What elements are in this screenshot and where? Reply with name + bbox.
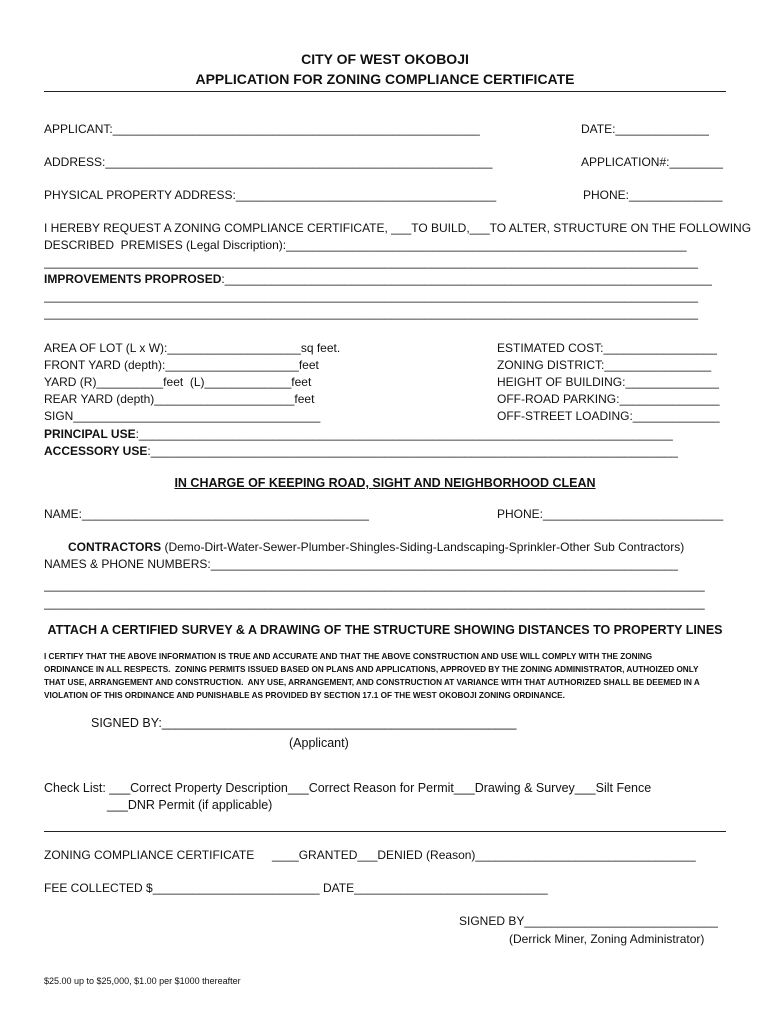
checklist-line-1[interactable]: Check List: ___Correct Property Description___Correct Reason for Permit___Drawing & Survey___Silt Fence	[44, 781, 652, 795]
accessory-use-row[interactable]	[44, 444, 720, 459]
side-yard-field[interactable]: YARD (R)__________feet (L)_____________feet	[44, 375, 312, 389]
lot-area-field[interactable]: AREA OF LOT (L x W):____________________sq feet.	[44, 341, 341, 355]
title-divider	[44, 91, 726, 92]
applicant-caption: (Applicant)	[289, 736, 349, 750]
accessory-use-label: ACCESSORY USE	[44, 444, 148, 458]
cleanliness-heading: IN CHARGE OF KEEPING ROAD, SIGHT AND NEIGHBORHOOD CLEAN	[174, 476, 596, 490]
certification-line-4: VIOLATION OF THIS ORDINANCE AND PUNISHABLE AS PROVIDED BY SECTION 17.1 OF THE WEST OKOBOJI ZONING ORDINANCE.	[44, 691, 565, 700]
contractor-line-3[interactable]: ___________________________________________________________________________________________________	[44, 596, 705, 610]
certification-line-2: ORDINANCE IN ALL RESPECTS. ZONING PERMITS ISSUED BASED ON PLANS AND APPLICATIONS, APPROVED BY THE ZONING ADMINISTRATOR, AUTHOIZED ONLY	[44, 665, 699, 674]
checklist-dnr-permit[interactable]: ___DNR Permit (if applicable)	[107, 798, 273, 812]
fee-schedule-note: $25.00 up to $25,000, $1.00 per $1000 thereafter	[44, 976, 241, 986]
principal-use-label: PRINCIPAL USE	[44, 427, 136, 441]
front-yard-field[interactable]: FRONT YARD (depth):____________________feet	[44, 358, 319, 372]
granted-denied-field[interactable]: ____GRANTED___DENIED (Reason)_________________________________	[272, 848, 696, 862]
improvements-line-3[interactable]: __________________________________________________________________________________________________	[44, 306, 699, 320]
certification-line-3: THAT USE, ARRANGEMENT AND CONSTRUCTION. ANY USE, ARRANGEMENT, AND CONSTRUCTION AT VARIANCE WITH THAT AUTHORIZED SHALL BE DEEMED IN A	[44, 678, 700, 687]
contractors-label: CONTRACTORS	[68, 540, 162, 554]
responsible-phone-field[interactable]: PHONE:___________________________	[497, 507, 724, 521]
improvements-line-2[interactable]: __________________________________________________________________________________________________	[44, 289, 699, 303]
applicant-signature-field[interactable]: SIGNED BY:___________________________________________________	[91, 716, 517, 730]
improvements-row[interactable]	[44, 272, 716, 287]
physical-address-field[interactable]: PHYSICAL PROPERTY ADDRESS:_______________________________________	[44, 188, 497, 202]
office-divider	[44, 831, 726, 832]
sign-field[interactable]: SIGN_____________________________________	[44, 409, 321, 423]
request-statement: I HEREBY REQUEST A ZONING COMPLIANCE CERTIFICATE, ___TO BUILD,___TO ALTER, STRUCTURE ON THE FOLLOWING	[44, 221, 752, 235]
building-height-field[interactable]: HEIGHT OF BUILDING:______________	[497, 375, 719, 389]
fee-collected-field[interactable]: FEE COLLECTED $_________________________	[44, 881, 320, 895]
off-road-parking-field[interactable]: OFF-ROAD PARKING:_______________	[497, 392, 720, 406]
form-title: APPLICATION FOR ZONING COMPLIANCE CERTIFICATE	[195, 71, 575, 87]
legal-description-field[interactable]: DESCRIBED PREMISES (Legal Discription):____________________________________________________________	[44, 238, 687, 252]
administrator-signature-field[interactable]: SIGNED BY_____________________________	[459, 914, 718, 928]
zoning-district-field[interactable]: ZONING DISTRICT:________________	[497, 358, 712, 372]
address-field[interactable]: ADDRESS:__________________________________________________________	[44, 155, 493, 169]
certificate-label: ZONING COMPLIANCE CERTIFICATE	[44, 848, 255, 862]
phone-field[interactable]: PHONE:______________	[583, 188, 723, 202]
principal-use-field[interactable]: :________________________________________________________________________________	[135, 427, 673, 441]
legal-description-line[interactable]: __________________________________________________________________________________________________	[44, 255, 699, 269]
improvements-label: IMPROVEMENTS PROPROSED	[44, 272, 222, 286]
contractor-line-2[interactable]: ___________________________________________________________________________________________________	[44, 578, 705, 592]
improvements-field[interactable]: :_________________________________________________________________________	[221, 272, 712, 286]
rear-yard-field[interactable]: REAR YARD (depth)_____________________feet	[44, 392, 315, 406]
applicant-field[interactable]: APPLICANT:_______________________________________________________	[44, 122, 480, 136]
application-number-field[interactable]: APPLICATION#:________	[581, 155, 723, 169]
principal-use-row[interactable]	[44, 427, 720, 442]
contractor-types: (Demo-Dirt-Water-Sewer-Plumber-Shingles-Siding-Landscaping-Sprinkler-Other Sub Contractors)	[161, 540, 685, 554]
form-title-city: CITY OF WEST OKOBOJI	[301, 51, 469, 67]
certification-line-1: I CERTIFY THAT THE ABOVE INFORMATION IS TRUE AND ACCURATE AND THAT THE ABOVE CONSTRUCTION AND USE WILL COMPLY WITH THE ZONING	[44, 652, 653, 661]
date-field[interactable]: DATE:______________	[581, 122, 709, 136]
contractor-names-field[interactable]: NAMES & PHONE NUMBERS:______________________________________________________________________	[44, 557, 678, 571]
off-street-loading-field[interactable]: OFF-STREET LOADING:_____________	[497, 409, 720, 423]
survey-notice: ATTACH A CERTIFIED SURVEY & A DRAWING OF THE STRUCTURE SHOWING DISTANCES TO PROPERTY LINES	[47, 623, 723, 637]
estimated-cost-field[interactable]: ESTIMATED COST:_________________	[497, 341, 717, 355]
administrator-caption: (Derrick Miner, Zoning Administrator)	[509, 932, 705, 946]
responsible-name-field[interactable]: NAME:___________________________________________	[44, 507, 369, 521]
office-date-field[interactable]: DATE_____________________________	[323, 881, 548, 895]
accessory-use-field[interactable]: :_______________________________________________________________________________	[147, 444, 678, 458]
contractors-heading	[68, 540, 684, 555]
